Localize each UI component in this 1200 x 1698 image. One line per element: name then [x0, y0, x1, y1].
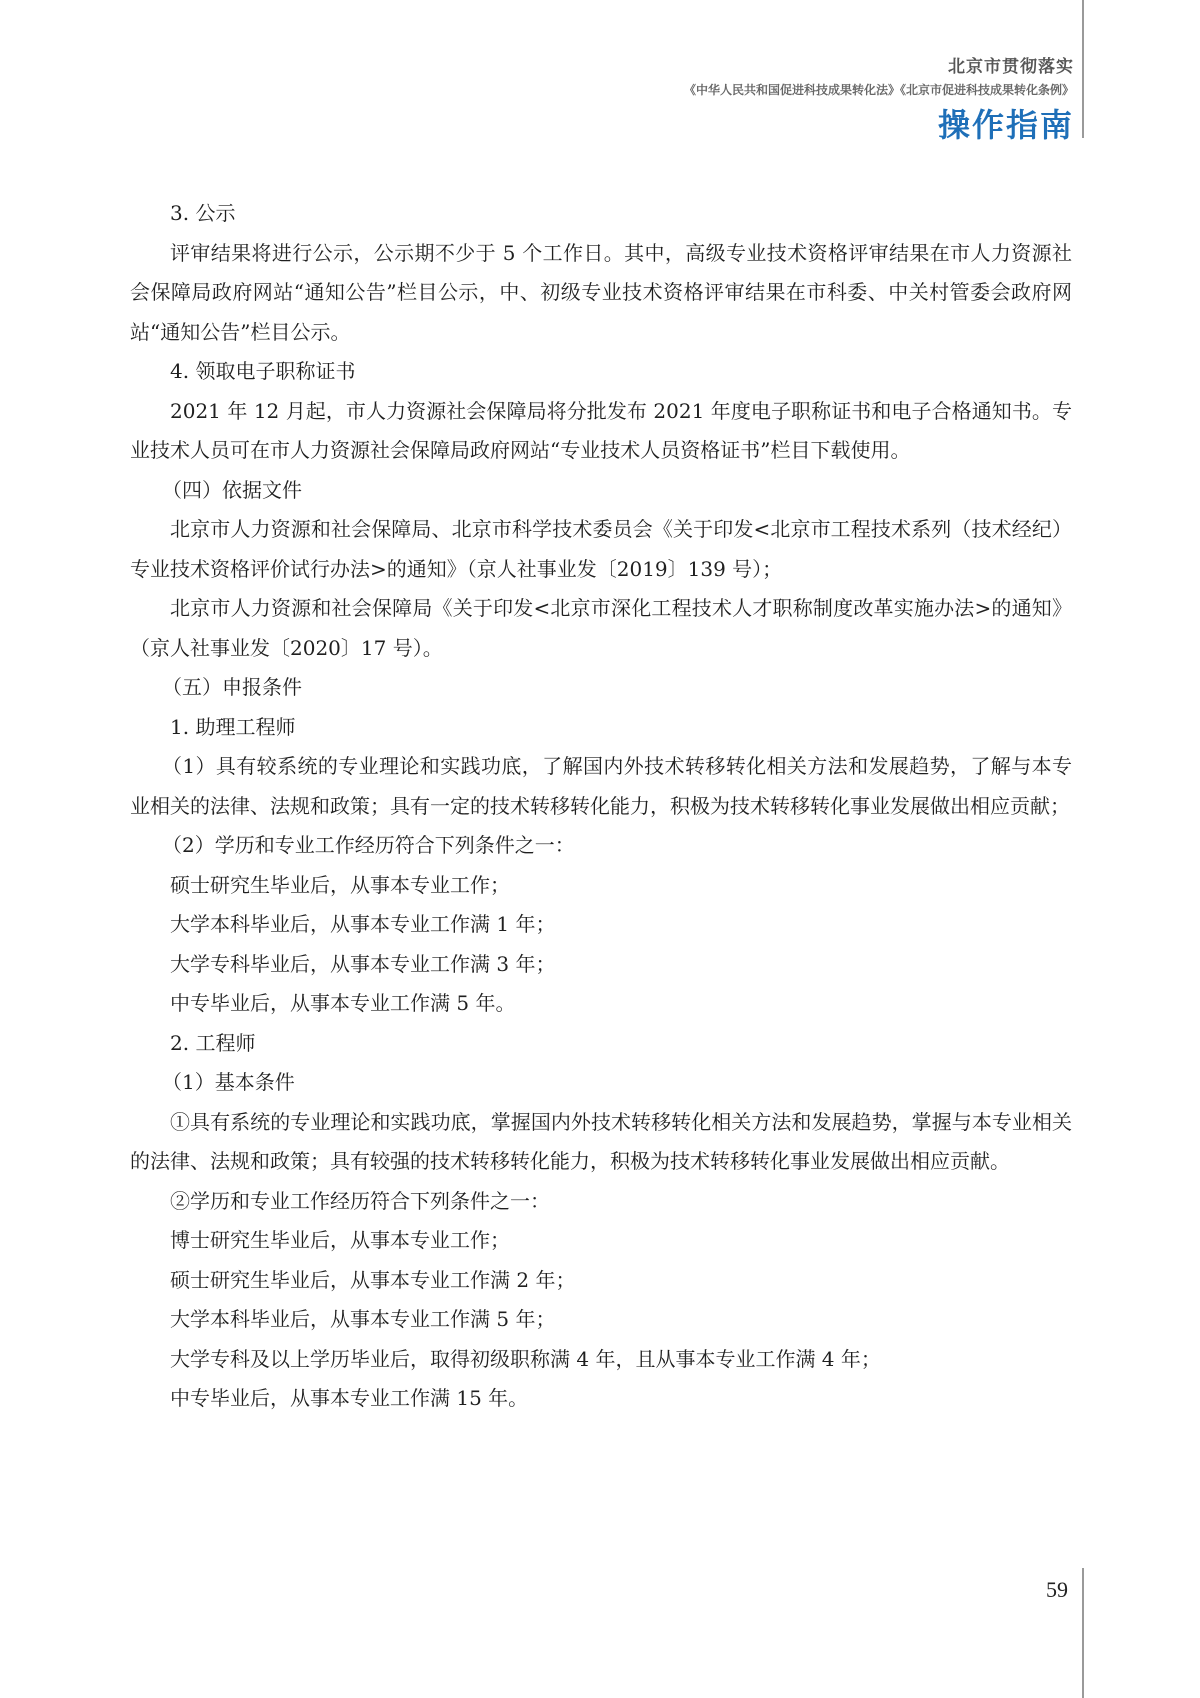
list-item: 中专毕业后，从事本专业工作满 5 年。	[170, 991, 516, 1015]
body-text	[130, 194, 1072, 1419]
paragraph: 评审结果将进行公示，公示期不少于 5 个工作日。其中，高级专业技术资格评审结果在市人力资源社会保障局政府网站“通知公告”栏目公示，中、初级专业技术资格评审结果在市科委、中关村管委会政府网站“通知公告”栏目公示。	[130, 240, 1072, 344]
list-item: 硕士研究生毕业后，从事本专业工作满 2 年；	[170, 1267, 576, 1292]
list-item: 大学本科毕业后，从事本专业工作满 5 年；	[170, 1307, 556, 1331]
page-number: 59	[1046, 1577, 1068, 1602]
paragraph: ①具有系统的专业理论和实践功底，掌握国内外技术转移转化相关方法和发展趋势，掌握与本专业相关的法律、法规和政策；具有较强的技术转移转化能力，积极为技术转移转化事业发展做出相应贡献。	[130, 1109, 1072, 1173]
paragraph: ②学历和专业工作经历符合下列条件之一：	[170, 1188, 550, 1213]
paragraph: （1）基本条件	[162, 1070, 295, 1094]
paragraph: 北京市人力资源和社会保障局《关于印发<北京市深化工程技术人才职称制度改革实施办法>的通知》（京人社事业发〔2020〕17 号）。	[130, 596, 1072, 660]
paragraph: （1）具有较系统的专业理论和实践功底，了解国内外技术转移转化相关方法和发展趋势，了解与本专业相关的法律、法规和政策；具有一定的技术转移转化能力，积极为技术转移转化事业发展做出相应贡献；	[130, 754, 1072, 818]
list-item: 博士研究生毕业后，从事本专业工作；	[170, 1228, 510, 1252]
section-heading: （四）依据文件	[162, 477, 302, 502]
paragraph: 2021 年 12 月起，市人力资源社会保障局将分批发布 2021 年度电子职称证书和电子合格通知书。专业技术人员可在市人力资源社会保障局政府网站“专业技术人员资格证书”栏目下载使用。	[130, 398, 1072, 462]
paragraph: （2）学历和专业工作经历符合下列条件之一：	[162, 833, 575, 857]
paragraph: 3. 公示	[170, 201, 236, 225]
list-item: 中专毕业后，从事本专业工作满 15 年。	[170, 1386, 529, 1410]
header-divider-line	[1082, 0, 1084, 138]
header-title: 操作指南	[937, 106, 1074, 144]
list-item: 硕士研究生毕业后，从事本专业工作；	[170, 872, 510, 897]
header-line-1: 北京市贯彻落实	[948, 57, 1074, 77]
list-item: 大学专科毕业后，从事本专业工作满 3 年；	[170, 951, 556, 976]
paragraph: 1. 助理工程师	[170, 714, 296, 739]
paragraph: 4. 领取电子职称证书	[170, 359, 356, 383]
running-header	[684, 52, 1074, 146]
paragraph: 2. 工程师	[170, 1030, 256, 1055]
footer-divider-line	[1082, 1568, 1084, 1698]
paragraph: 北京市人力资源和社会保障局、北京市科学技术委员会《关于印发<北京市工程技术系列（技术经纪）专业技术资格评价试行办法>的通知》（京人社事业发〔2019〕139 号）；	[130, 517, 1072, 581]
list-item: 大学专科及以上学历毕业后，取得初级职称满 4 年，且从事本专业工作满 4 年；	[170, 1346, 881, 1371]
header-line-2: 《中华人民共和国促进科技成果转化法》《北京市促进科技成果转化条例》	[683, 83, 1074, 97]
section-heading: （五）申报条件	[162, 675, 302, 699]
list-item: 大学本科毕业后，从事本专业工作满 1 年；	[170, 912, 556, 936]
